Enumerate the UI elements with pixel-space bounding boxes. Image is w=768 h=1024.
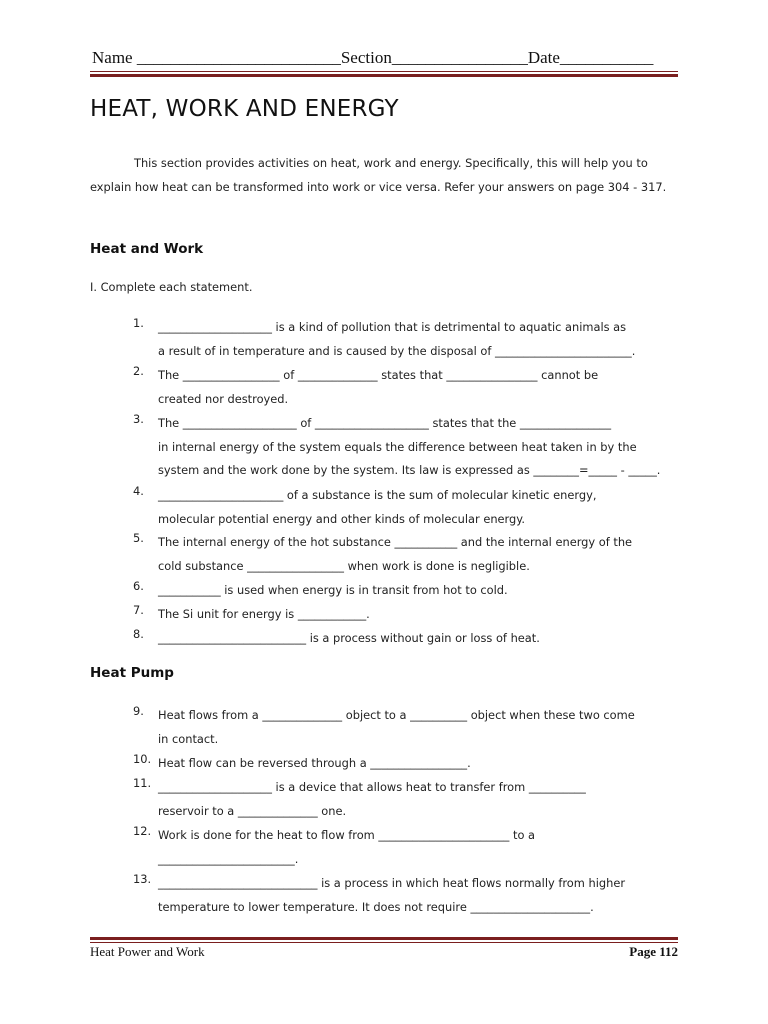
footer-chapter-title: Heat Power and Work bbox=[90, 944, 205, 959]
question-text bbox=[158, 704, 686, 751]
question-number: 7. bbox=[133, 603, 144, 617]
question-text-line: ____________________ is a kind of pollution that is detrimental to aquatic animals as bbox=[158, 320, 627, 334]
question-text bbox=[158, 627, 686, 651]
section-heading-heat-and-work: Heat and Work bbox=[90, 241, 204, 257]
question-text bbox=[158, 872, 686, 919]
question-number: 8. bbox=[133, 627, 144, 641]
question-number: 3. bbox=[133, 412, 144, 426]
question-number: 12. bbox=[133, 824, 152, 838]
question-number: 6. bbox=[133, 579, 144, 593]
question-text-line: created nor destroyed. bbox=[158, 391, 289, 406]
question-text bbox=[158, 316, 686, 363]
question-number: 11. bbox=[133, 776, 152, 790]
question-number: 9. bbox=[133, 704, 144, 718]
question-text-line: Heat flows from a ______________ object to a __________ object when these two come bbox=[158, 708, 635, 722]
question-text-line: The ____________________ of ____________________ states that the ________________ bbox=[158, 416, 612, 430]
question-text-line: Heat flow can be reversed through a _________________. bbox=[158, 756, 471, 770]
question-text bbox=[158, 364, 686, 411]
question-text bbox=[158, 412, 686, 483]
page-number: Page 112 bbox=[629, 944, 678, 959]
question-text bbox=[158, 579, 686, 603]
section-heading-heat-pump: Heat Pump bbox=[90, 665, 174, 681]
question-text-line: The internal energy of the hot substance ___________ and the internal energy of the bbox=[158, 535, 633, 549]
question-text bbox=[158, 603, 686, 627]
footer-rule-thick bbox=[90, 937, 678, 940]
question-number: 13. bbox=[133, 872, 152, 886]
question-text-line: ______________________ of a substance is the sum of molecular kinetic energy, bbox=[158, 488, 597, 502]
footer-rule-thin bbox=[90, 942, 678, 943]
header-rule-thick bbox=[90, 74, 678, 77]
question-number: 2. bbox=[133, 364, 144, 378]
name-section-date-line: Name ________________________Section________________Date___________ bbox=[92, 48, 654, 67]
question-text-line: Work is done for the heat to flow from _______________________ to a bbox=[158, 828, 536, 842]
question-text bbox=[158, 752, 686, 776]
question-text-line: system and the work done by the system. Its law is expressed as ________=_____ - _____. bbox=[158, 463, 661, 478]
question-text-line: ________________________. bbox=[158, 851, 299, 866]
question-text bbox=[158, 776, 686, 823]
question-text-line: molecular potential energy and other kinds of molecular energy. bbox=[158, 511, 526, 526]
question-text-line: ___________ is used when energy is in transit from hot to cold. bbox=[158, 583, 508, 597]
question-number: 1. bbox=[133, 316, 144, 330]
question-text-line: __________________________ is a process without gain or loss of heat. bbox=[158, 631, 540, 645]
question-text-line: in contact. bbox=[158, 731, 219, 746]
question-text-line: ____________________________ is a process in which heat flows normally from higher bbox=[158, 876, 626, 890]
question-text-line: reservoir to a ______________ one. bbox=[158, 803, 347, 818]
header-rule-thin bbox=[90, 71, 678, 72]
question-text-line: The _________________ of ______________ states that ________________ cannot be bbox=[158, 368, 599, 382]
question-number: 4. bbox=[133, 484, 144, 498]
question-text-line: a result of in temperature and is caused by the disposal of ________________________. bbox=[158, 343, 636, 358]
question-text bbox=[158, 824, 686, 871]
question-text-line: in internal energy of the system equals the difference between heat taken in by the bbox=[158, 439, 637, 454]
page-title: HEAT, WORK AND ENERGY bbox=[90, 96, 399, 122]
question-text-line: The Si unit for energy is ____________. bbox=[158, 607, 370, 621]
question-number: 5. bbox=[133, 531, 144, 545]
question-text-line: temperature to lower temperature. It does not require _____________________. bbox=[158, 899, 594, 914]
question-text-line: ____________________ is a device that allows heat to transfer from __________ bbox=[158, 780, 586, 794]
intro-paragraph: This section provides activities on heat, work and energy. Specifically, this will help you to explain how heat can be transformed into work or vice versa. Refer your answers on page 304 - 317. bbox=[90, 156, 667, 194]
question-text bbox=[158, 484, 686, 531]
instruction: I. Complete each statement. bbox=[90, 280, 253, 294]
question-text bbox=[158, 531, 686, 578]
question-text-line: cold substance _________________ when work is done is negligible. bbox=[158, 558, 530, 573]
question-number: 10. bbox=[133, 752, 152, 766]
